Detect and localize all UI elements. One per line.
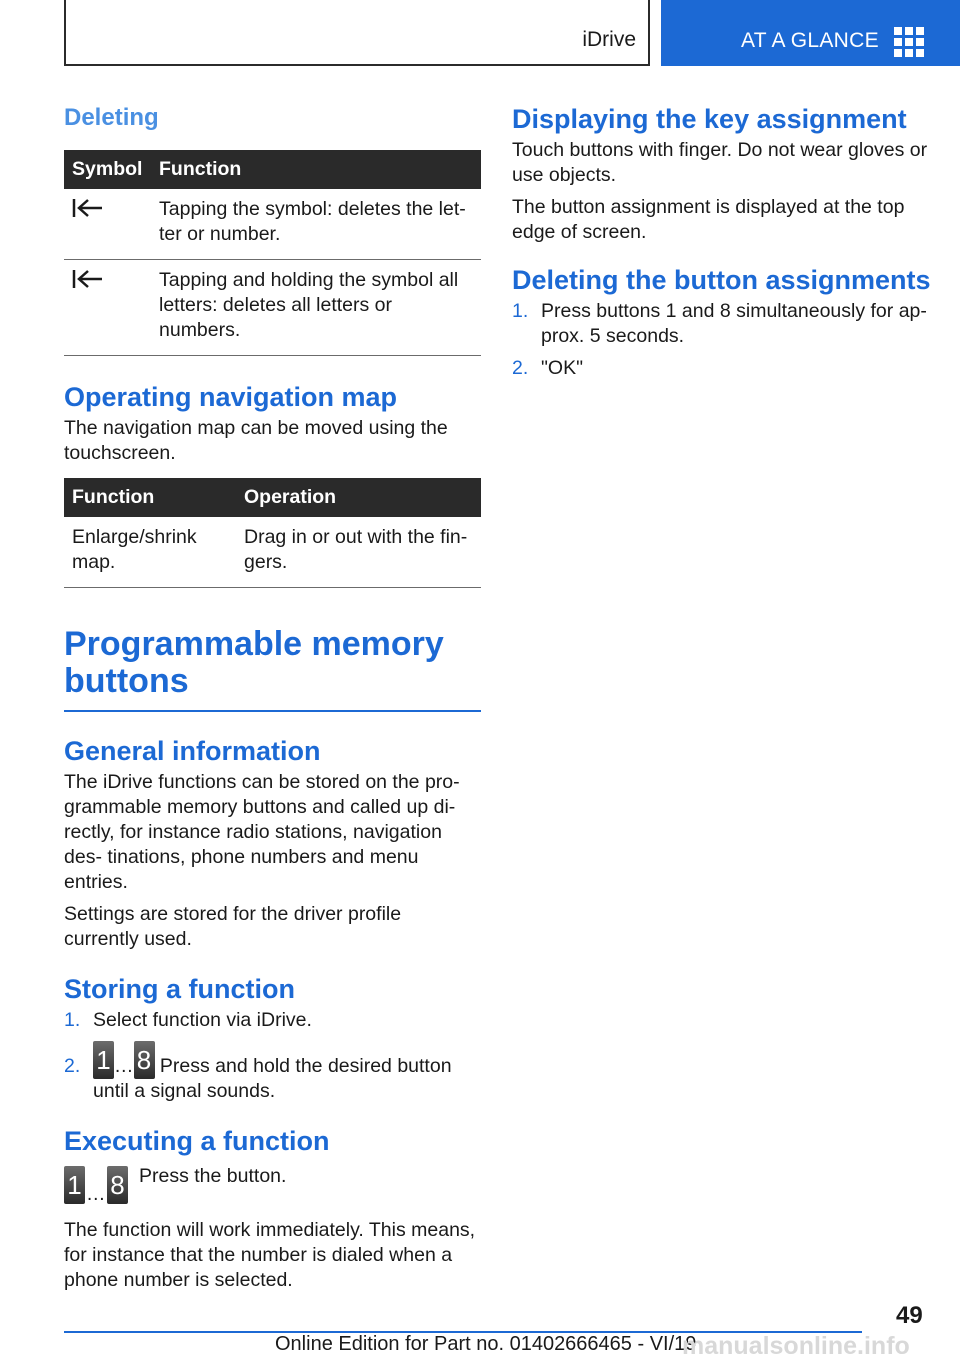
general-info-paragraph: Settings are stored for the driver profile currently used.: [64, 903, 402, 950]
footer-edition: Online Edition for Part no. 01402666465 - VI/19: [275, 1333, 697, 1355]
backspace-arrow-icon: [72, 268, 106, 290]
table-header-cell: Function: [64, 478, 236, 517]
nav-map-intro: The navigation map can be moved using the touchscreen.: [64, 417, 448, 464]
executing-paragraph: The function will work immediately. This means, for instance that the number is dialed when a phone number is selected.: [64, 1219, 476, 1291]
memory-heading: Programmable memory buttons: [64, 625, 444, 700]
list-number: 2.: [64, 1055, 81, 1077]
section-divider: [64, 710, 481, 712]
header-section-box: [64, 0, 650, 66]
list-item: [64, 1008, 481, 1033]
storing-heading: Storing a function: [64, 974, 295, 1004]
list-number: 1.: [64, 1009, 81, 1031]
nav-map-table: [64, 478, 481, 588]
table-header-cell: Operation: [236, 478, 481, 517]
executing-heading: Executing a function: [64, 1126, 330, 1156]
deleting-assignments-heading: Deleting the button assignments: [512, 265, 931, 295]
table-header-row: [64, 478, 481, 517]
table-cell-function: Enlarge/shrink map.: [64, 517, 236, 588]
table-header-cell: Symbol: [64, 150, 151, 189]
list-item: [512, 356, 932, 381]
executing-key-row: [64, 1164, 481, 1204]
table-cell-operation: Drag in or out with the fin- gers.: [236, 517, 481, 588]
section-title: iDrive: [582, 28, 636, 51]
table-row: [64, 517, 481, 588]
list-text: Select function via iDrive.: [93, 1009, 312, 1031]
table-cell-function: Tapping the symbol: deletes the let- ter or number.: [151, 189, 481, 260]
list-text-wrap: [93, 1041, 481, 1104]
displaying-heading: Displaying the key assignment: [512, 104, 907, 134]
watermark: manualsonline.info: [682, 1332, 910, 1360]
displaying-paragraph: Touch buttons with finger. Do not wear gloves or use objects.: [512, 139, 928, 186]
grid-icon[interactable]: [894, 27, 924, 57]
table-row: [64, 189, 481, 260]
memory-key-1-icon: 1: [64, 1166, 85, 1204]
executing-instruction: Press the button.: [139, 1165, 287, 1187]
displaying-paragraph: The button assignment is displayed at the top edge of screen.: [512, 196, 905, 243]
backspace-arrow-icon: [72, 197, 106, 219]
table-cell-function: Tapping and holding the symbol all letters: deletes all letters or numbers.: [151, 260, 481, 356]
nav-map-heading: Operating navigation map: [64, 382, 398, 412]
table-cell-symbol: [64, 260, 151, 356]
key-image-group: [64, 1164, 139, 1204]
table-header-row: [64, 150, 481, 189]
list-text: Press buttons 1 and 8 simultaneously for ap- prox. 5 seconds.: [541, 300, 927, 347]
general-info-paragraph: The iDrive functions can be stored on the pro- grammable memory buttons and called up di- rectly, for instance radio stations, navigation des- tinations, phone numbers and menu entries.: [64, 771, 460, 893]
list-item: [512, 299, 932, 349]
table-cell-symbol: [64, 189, 151, 260]
table-row: [64, 260, 481, 356]
table-header-cell: Function: [151, 150, 481, 189]
chapter-title[interactable]: AT A GLANCE: [741, 29, 879, 52]
deleting-table: [64, 150, 481, 356]
right-column: [512, 100, 932, 381]
ellipsis: …: [114, 1055, 134, 1077]
page-number: 49: [896, 1302, 923, 1329]
list-number: 1.: [512, 300, 529, 322]
list-text: "OK": [541, 357, 584, 379]
general-info-heading: General information: [64, 736, 321, 766]
header-chapter-box[interactable]: [661, 0, 960, 66]
deleting-heading: Deleting: [64, 104, 159, 131]
list-number: 2.: [512, 357, 529, 379]
list-item: [64, 1041, 481, 1104]
left-column: [64, 100, 481, 1293]
memory-key-1-icon: 1: [93, 1041, 114, 1079]
ellipsis: …: [86, 1183, 106, 1205]
memory-key-8-icon: 8: [134, 1041, 155, 1079]
memory-key-8-icon: 8: [107, 1166, 128, 1204]
list-text: Press and hold the desired button until a signal sounds.: [93, 1055, 452, 1102]
